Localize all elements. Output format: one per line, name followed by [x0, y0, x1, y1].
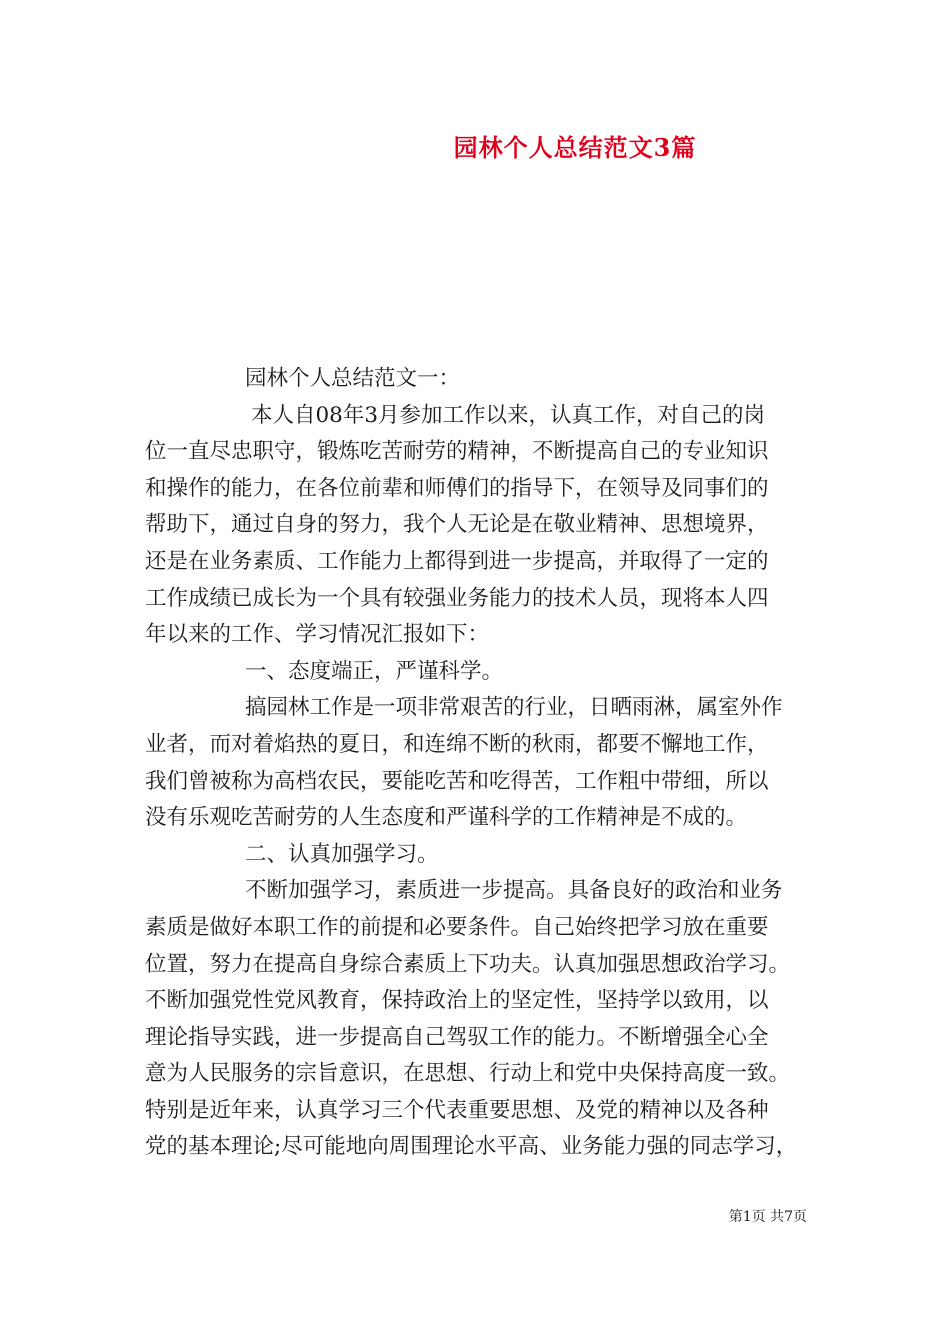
paragraph-line: 工作成绩已成长为一个具有较强业务能力的技术人员，现将本人四 — [145, 585, 769, 611]
paragraph-line: 不断加强学习，素质进一步提高。具备良好的政治和业务 — [245, 878, 783, 904]
paragraph-line: 帮助下，通过自身的努力，我个人无论是在敬业精神、思想境界， — [145, 512, 769, 538]
paragraph-line: 业者，而对着焰热的夏日，和连绵不断的秋雨，都要不懈地工作， — [145, 731, 769, 757]
paragraph-line: 理论指导实践，进一步提高自己驾驭工作的能力。不断增强全心全 — [145, 1024, 769, 1050]
paragraph-line: 搞园林工作是一项非常艰苦的行业，日晒雨淋，属室外作 — [245, 695, 783, 721]
paragraph-line: 意为人民服务的宗旨意识，在思想、行动上和党中央保持高度一致。 — [145, 1061, 791, 1087]
document-body — [145, 361, 820, 1166]
subheading-study: 二、认真加强学习。 — [245, 841, 439, 867]
paragraph-line: 没有乐观吃苦耐劳的人生态度和严谨科学的工作精神是不成的。 — [145, 805, 748, 831]
paragraph-line: 不断加强党性党风教育，保持政治上的坚定性，坚持学以致用，以 — [145, 988, 769, 1014]
section-heading-essay-one: 园林个人总结范文一： — [245, 366, 461, 391]
document-title: 园林个人总结范文3篇 — [453, 133, 697, 162]
paragraph-line: 年以来的工作、学习情况汇报如下： — [145, 622, 490, 648]
paragraph-line: 位置，努力在提高自身综合素质上下功夫。认真加强思想政治学习。 — [145, 951, 791, 977]
subheading-attitude: 一、态度端正，严谨科学。 — [245, 658, 504, 684]
paragraph-line: 素质是做好本职工作的前提和必要条件。自己始终把学习放在重要 — [145, 914, 769, 940]
paragraph-line: 位一直尽忠职守，锻炼吃苦耐劳的精神，不断提高自己的专业知识 — [145, 439, 769, 465]
paragraph-line: 本人自08年3月参加工作以来，认真工作，对自己的岗 — [251, 402, 766, 428]
paragraph-line: 和操作的能力，在各位前辈和师傅们的指导下，在领导及同事们的 — [145, 475, 769, 501]
paragraph-line: 特别是近年来，认真学习三个代表重要思想、及党的精神以及各种 — [145, 1097, 769, 1123]
paragraph-line: 还是在业务素质、工作能力上都得到进一步提高，并取得了一定的 — [145, 548, 769, 574]
page-number: 第1页 共7页 — [728, 1209, 807, 1225]
paragraph-line: 党的基本理论;尽可能地向周围理论水平高、业务能力强的同志学习， — [145, 1134, 798, 1160]
paragraph-line: 我们曾被称为高档农民，要能吃苦和吃得苦，工作粗中带细，所以 — [145, 768, 769, 794]
